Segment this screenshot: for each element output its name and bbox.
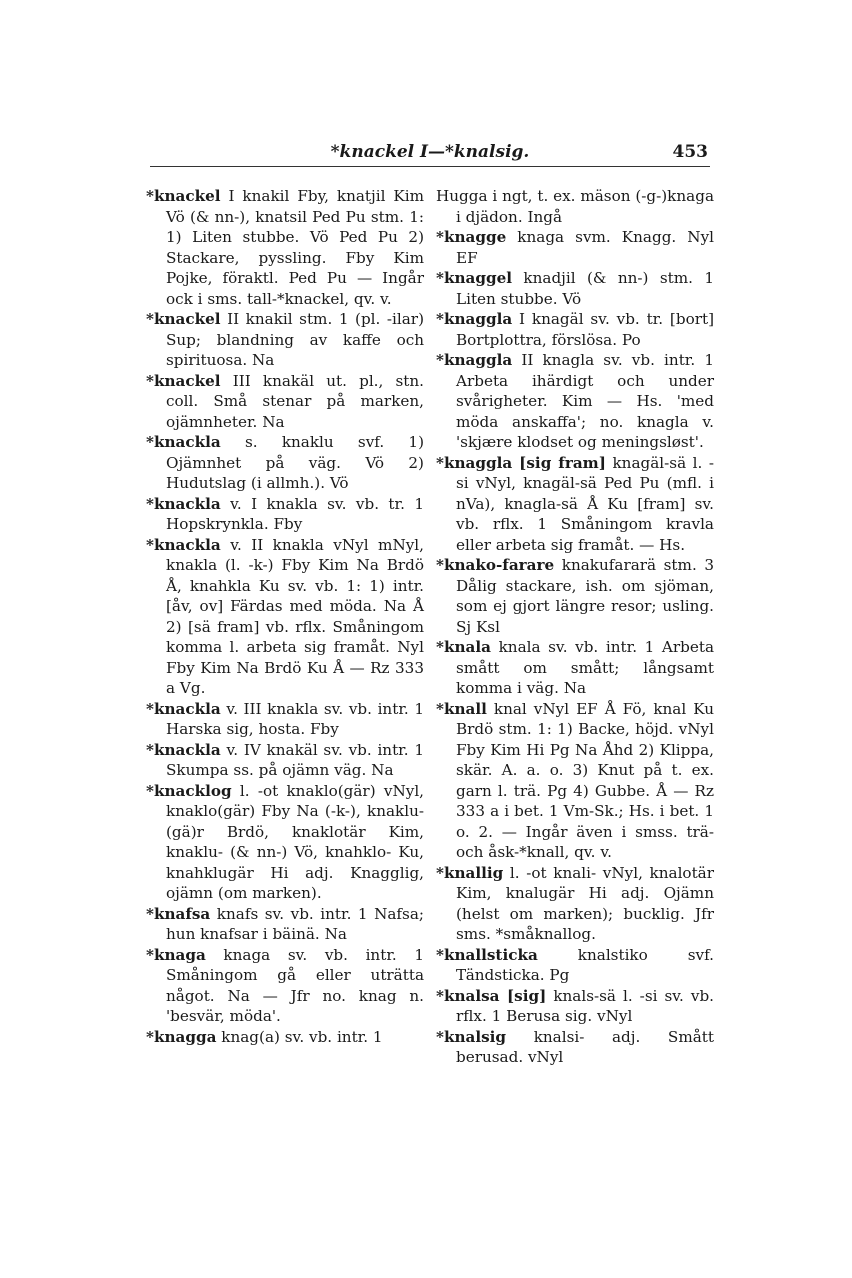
entry-text: knakufararä stm. 3 Dålig stackare, ish. om sjöman, som ej gjort längre resor; usling. Sj Ksl [456, 556, 714, 636]
entry-headword: *knala [436, 638, 491, 656]
entry-text: knal vNyl EF Å Fö, knal Ku Brdö stm. 1: 1) Backe, höjd. vNyl Fby Kim Hi Pg Na Åhd 2) Klippa, skär. A. a. o. 3) Knut på t. ex. garn l. trä. Pg 4) Gubbe. Å — Rz 333 a i bet. 1 Vm-Sk.; Hs. i bet. 1 o. 2. — Ingår även i smss. trä- och åsk-*knall, qv. v. [456, 699, 714, 861]
entry-text: v. III knakla sv. vb. intr. 1 Harska sig, hosta. Fby [166, 699, 424, 738]
dictionary-entry [436, 268, 714, 309]
entry-text: knadjil (& nn-) stm. 1 Liten stubbe. Vö [456, 269, 714, 308]
entry-headword: *knagge [436, 228, 507, 246]
entry-text: III knakäl ut. pl., stn. coll. Små stenar på marken, ojämnheter. Na [166, 371, 425, 431]
entry-headword: *knackla [146, 433, 221, 451]
entry-headword: *knalsig [436, 1027, 507, 1046]
entry-headword: *knaggel [436, 269, 513, 287]
entry-headword: *knallsticka [436, 945, 538, 964]
entry-text: l. -ot knaklo(gär) vNyl, knaklo(gär) Fby Na (-k-), knaklu-(gä)r Brdö, knaklotär Kim, knaklu- (& nn-) Vö, knahklo- Ku, knahklugär Hi adj. Knagglig, ojämn (om marken). [166, 781, 425, 902]
entry-text: knaga svm. Knagg. Nyl EF [456, 228, 715, 267]
entry-headword: *knaggla [436, 351, 513, 369]
dictionary-entry [436, 453, 714, 556]
dictionary-entry [146, 945, 424, 1027]
entry-headword: *knafsa [146, 904, 211, 923]
right-column [436, 186, 714, 1068]
entry-text: knafs sv. vb. intr. 1 Nafsa; hun knafsar i bäinä. Na [166, 904, 425, 943]
dictionary-entry [436, 309, 714, 350]
dictionary-entry [436, 863, 714, 945]
entry-text: knagäl-sä l. -si vNyl, knagäl-sä Ped Pu (mfl. i nVa), knagla-sä Å Ku [fram] sv. vb. rflx. 1 Småningom kravla eller arbeta sig framåt. — Hs. [456, 453, 714, 554]
dictionary-entry [146, 781, 424, 904]
dictionary-entry [146, 309, 424, 371]
entry-headword: *knall [436, 699, 487, 718]
entry-text: v. II knakla vNyl mNyl, knakla (l. -k-) Fby Kim Na Brdö Å, knahkla Ku sv. vb. 1: 1) intr. [åv, ov] Färdas med möda. Na Å 2) [sä fram] vb. rflx. Småningom komma l. arbeta sig framåt. Nyl Fby Kim Na Brdö Ku Å — Rz 333 a Vg. [166, 535, 424, 697]
entry-headword: *knako-farare [436, 556, 555, 574]
entry-text: knala sv. vb. intr. 1 Arbeta smått om smått; långsamt komma i väg. Na [456, 638, 714, 697]
entry-text: l. -ot knali- vNyl, knalotär Kim, knalugär Hi adj. Ojämn (helst om marken); bucklig. Jfr sms. *småknallog. [456, 863, 714, 943]
entry-headword: *knaga [146, 945, 206, 964]
entry-text: II knakil stm. 1 (pl. -ilar) Sup; blandning av kaffe och spirituosa. Na [166, 310, 424, 369]
entry-headword: *knackla [146, 494, 221, 513]
dictionary-entry [146, 432, 424, 494]
dictionary-entry [436, 986, 714, 1027]
dictionary-entry [146, 740, 424, 781]
dictionary-entry [146, 904, 424, 945]
entry-headword: *knackel [146, 371, 221, 390]
dictionary-entry [146, 371, 424, 433]
dictionary-entry [436, 186, 714, 227]
dictionary-entry [436, 350, 714, 453]
running-header [150, 140, 710, 167]
dictionary-entry [436, 227, 714, 268]
dictionary-entry [436, 699, 714, 863]
entry-headword: *knaggla [sig fram] [436, 453, 606, 472]
entry-text: knag(a) sv. vb. intr. 1 [221, 1027, 383, 1046]
entry-text: I knagäl sv. vb. tr. [bort] Bortplottra, förslösa. Po [456, 310, 714, 349]
entry-text: s. knaklu svf. 1) Ojämnhet på väg. Vö 2) Hudutslag (i allmh.). Vö [166, 433, 425, 492]
entry-text: v. I knakla sv. vb. tr. 1 Hopskrynkla. Fby [166, 494, 425, 533]
entry-text: II knagla sv. vb. intr. 1 Arbeta ihärdigt och under svårigheter. Kim — Hs. 'med möda anskaffa'; no. knagla v. 'skjære klodset og meningsløst'. [456, 351, 715, 451]
entry-text: knalsi- adj. Smått berusad. vNyl [456, 1027, 714, 1066]
entry-text: v. IV knakäl sv. vb. intr. 1 Skumpa ss. på ojämn väg. Na [166, 740, 425, 779]
dictionary-entry [436, 945, 714, 986]
left-column [146, 186, 424, 1047]
entry-headword: *knaggla [436, 310, 513, 328]
dictionary-entry [436, 637, 714, 699]
entry-text: knalstiko svf. Tändsticka. Pg [456, 945, 714, 984]
dictionary-entry [436, 1027, 714, 1068]
entry-headword: *knallig [436, 863, 504, 882]
entry-text: knaga sv. vb. intr. 1 Småningom gå eller uträtta något. Na — Jfr no. knag n. 'besvär, möda'. [166, 945, 424, 1025]
dictionary-entry [146, 186, 424, 309]
page-number: 453 [672, 142, 708, 162]
entry-text: Hugga i ngt, t. ex. mäson (-g-)knaga i djädon. Ingå [436, 187, 714, 226]
entry-text: I knakil Fby, knatjil Kim Vö (& nn-), knatsil Ped Pu stm. 1: 1) Liten stubbe. Vö Ped Pu 2) Stackare, pyssling. Fby Kim Pojke, föraktl. Ped Pu — Ingår ock i sms. tall-*knackel, qv. v. [166, 187, 424, 308]
entry-headword: *knagga [146, 1027, 217, 1046]
entry-headword: *knackla [146, 740, 221, 759]
dictionary-entry [146, 494, 424, 535]
entry-headword: *knalsa [sig] [436, 986, 547, 1005]
dictionary-entry [436, 555, 714, 637]
entry-headword: *knackel [146, 310, 221, 328]
dictionary-entry [146, 1027, 424, 1048]
entry-headword: *knackla [146, 699, 221, 718]
entry-text: knals-sä l. -si sv. vb. rflx. 1 Berusa sig. vNyl [456, 986, 715, 1025]
entry-headword: *knackla [146, 535, 221, 554]
dictionary-entry [146, 535, 424, 699]
entry-headword: *knacklog [146, 781, 232, 800]
entry-headword: *knackel [146, 187, 221, 205]
dictionary-entry [146, 699, 424, 740]
header-title: *knackel I—*knalsig. [330, 142, 530, 162]
